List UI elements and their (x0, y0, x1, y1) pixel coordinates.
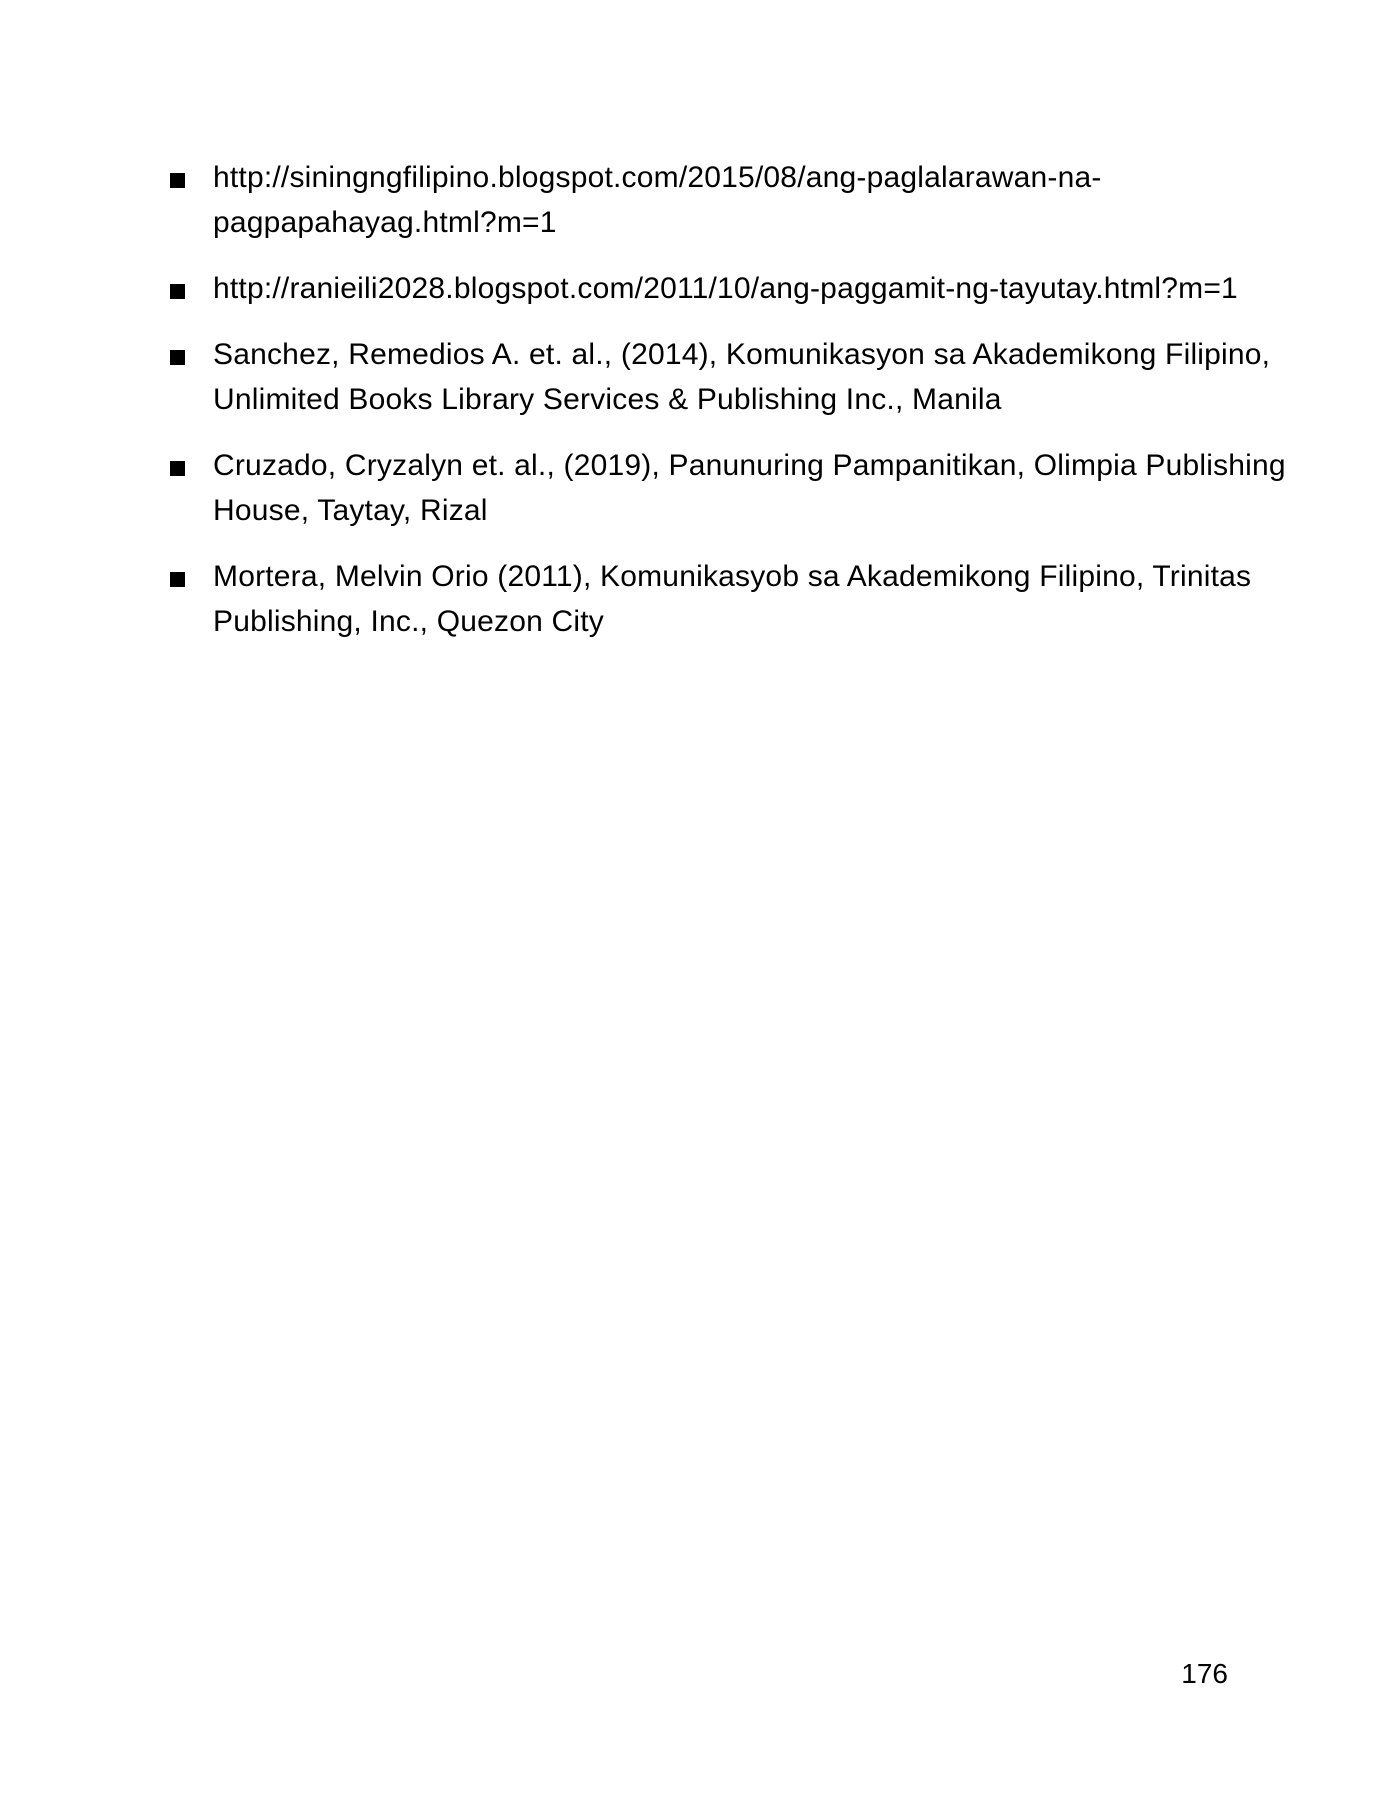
reference-item (170, 443, 1286, 533)
bullet-square-icon (170, 284, 185, 299)
reference-text-line: Unlimited Books Library Services & Publishing Inc., Manila (213, 383, 1002, 416)
reference-text-line: http://siningngfilipino.blogspot.com/2015/08/ang-paglalarawan-na- (213, 161, 1102, 194)
reference-text-line: House, Taytay, Rizal (213, 494, 488, 527)
reference-item (170, 266, 1241, 311)
reference-text-line: Mortera, Melvin Orio (2011), Komunikasyob sa Akademikong Filipino, Trinitas (213, 560, 1252, 593)
bullet-square-icon (170, 173, 185, 188)
bullet-square-icon (170, 572, 185, 587)
reference-item (170, 332, 1271, 422)
reference-item (170, 554, 1252, 644)
page-number: 176 (1181, 1658, 1228, 1689)
reference-text-line: Sanchez, Remedios A. et. al., (2014), Komunikasyon sa Akademikong Filipino, (213, 338, 1271, 371)
reference-text-line: Publishing, Inc., Quezon City (213, 605, 604, 638)
reference-list (0, 0, 1391, 644)
reference-text-line: pagpapahayag.html?m=1 (213, 206, 557, 239)
bullet-square-icon (170, 461, 185, 476)
reference-item (170, 155, 1241, 245)
bullet-square-icon (170, 350, 185, 365)
reference-text-line: Cruzado, Cryzalyn et. al., (2019), Panunuring Pampanitikan, Olimpia Publishing (213, 449, 1286, 482)
reference-text-line: http://ranieili2028.blogspot.com/2011/10/ang-paggamit-ng-tayutay.html?m=1 (213, 272, 1238, 305)
